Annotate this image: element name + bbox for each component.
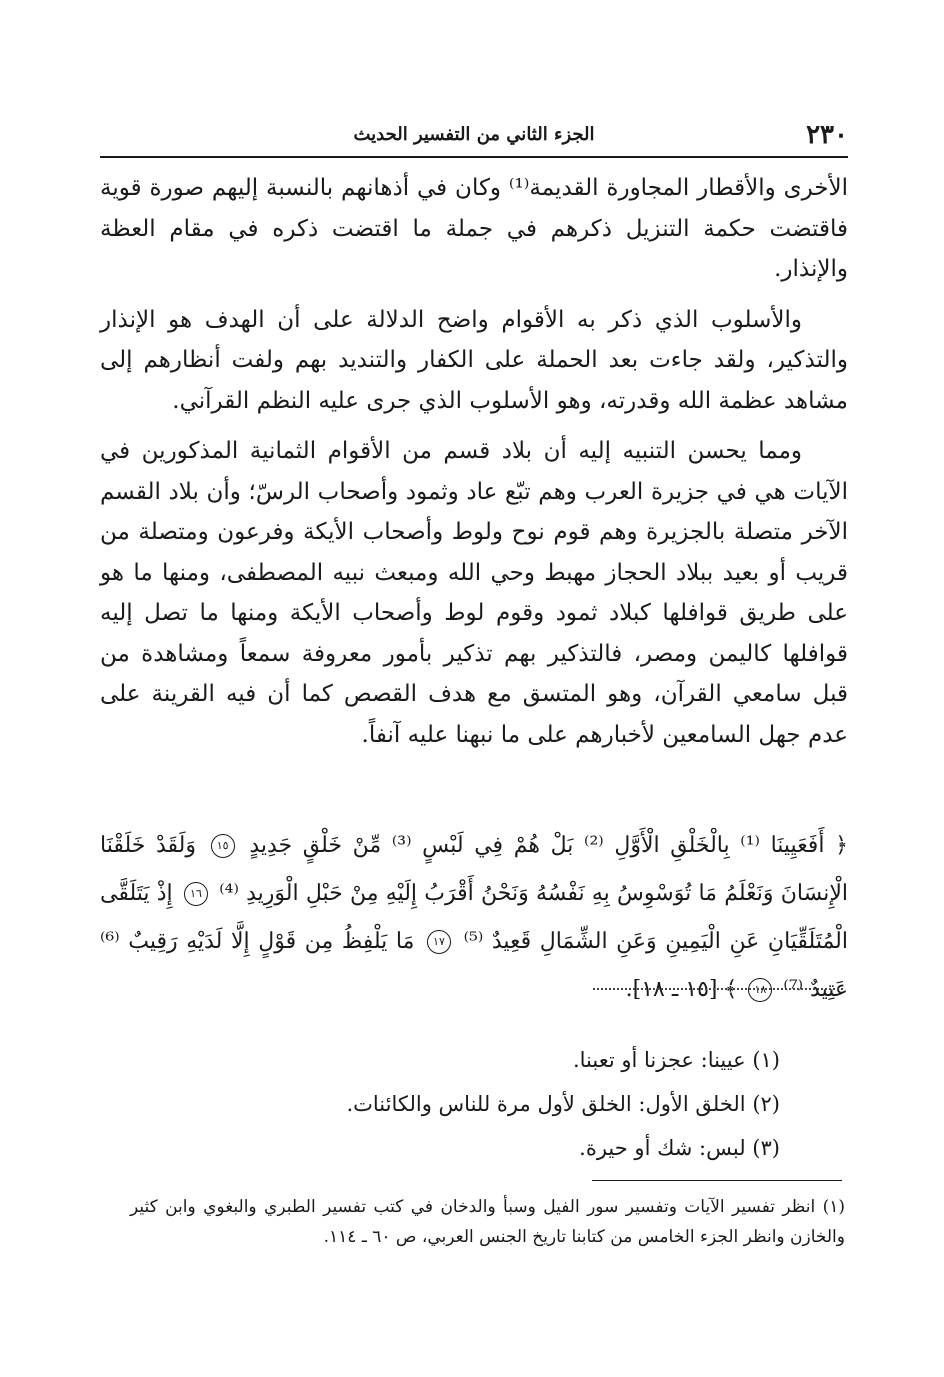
verse-end-mark-16: ١٦ [184,882,208,906]
dotted-separator [593,988,843,990]
ornate-bracket-close: ﴾ [724,977,738,1002]
page-header [100,118,848,154]
page-number: ٢٣٠ [806,120,848,150]
running-title: الجزء الثاني من التفسير الحديث [353,124,595,145]
footnote-rule [592,1180,842,1181]
glossary-item-1: (١) عيينا: عجزنا أو تعبنا. [572,1048,780,1072]
header-rule [100,156,848,158]
paragraph-3: ومما يحسن التنبيه إليه أن بلاد قسم من الأقوام الثمانية المذكورين في الآيات هي في جزيرة العرب وهم تبّع عاد وثمود وأصحاب الرسّ؛ وأن بلاد القسم الآخر متصلة بالجزيرة وهم قوم نوح ولوط وأصحاب الأيكة وفرعون ومتصلة من قريب أو بعيد ببلاد الحجاز مهبط وحي الله ومبعث نبيه المصطفى، ومنها ما هو على طريق قوافلها كبلاد ثمود وقوم لوط وأصحاب الأيكة ومنها ما تصل إليه قوافلها كاليمن ومصر، فالتذكير بهم تذكير بأمور معروفة سمعاً ومشاهدة من قبل سامعي القرآن، وهو المتسق مع هدف القصص كما أن فيه القرينة على عدم جهل السامعين لأخبارهم على ما نبهنا عليه آنفاً. [100,438,848,748]
verse-17-text: إِذْ يَتَلَقَّى الْمُتَلَقِّيَانِ عَنِ الْيَمِينِ وَعَنِ الشِّمَالِ قَعِيدٌ ⁽⁵⁾ [100,881,848,954]
verse-18-text: مَا يَلْفِظُ مِن قَوْلٍ إِلَّا لَدَيْهِ رَقِيبٌ ⁽⁶⁾ عَتِيدٌ ⁽⁷⁾ [100,929,848,1002]
ornate-bracket-open: ﴿ [835,833,848,858]
verse-15-text: أَفَعَيِينَا ⁽¹⁾ بِالْخَلْقِ الْأَوَّلِ ⁽²⁾ بَلْ هُمْ فِي لَبْسٍ ⁽³⁾ مِّنْ خَلْقٍ جَدِيدٍ [249,833,825,858]
word-glossary [150,1038,780,1170]
verse-end-mark-17: ١٧ [427,930,451,954]
quran-verses [100,822,848,1014]
glossary-item-3: (٣) لبس: شك أو حيرة. [579,1136,780,1160]
main-text [100,168,848,765]
paragraph-1: الأخرى والأقطار المجاورة القديمة⁽¹⁾ وكان في أذهانهم بالنسبة إليهم صورة قوية فاقتضت حكمة التنزيل ذكرهم في جملة ما اقتضت ذكره في مقام العظة والإنذار. [100,175,848,282]
verse-16-text: وَلَقَدْ خَلَقْنَا الْإِنسَانَ وَنَعْلَمُ مَا تُوَسْوِسُ بِهِ نَفْسُهُ وَنَحْنُ أَقْرَبُ إِلَيْهِ مِنْ حَبْلِ الْوَرِيدِ ⁽⁴⁾ [100,833,849,906]
glossary-item-2: (٢) الخلق الأول: الخلق لأول مرة للناس والكائنات. [346,1092,780,1116]
verse-end-mark-15: ١٥ [211,834,235,858]
footnote: (١) انظر تفسير الآيات وتفسير سور الفيل وسبأ والدخان في كتب تفسير الطبري والبغوي وابن كثير والخازن وانظر الجزء الخامس من كتابنا تاريخ الجنس العربي، ص ٦٠ ـ ١١٤. [130,1197,845,1247]
verse-end-mark-18: ١٨ [748,978,772,1002]
verse-reference: [١٥ ـ ١٨]. [625,977,718,1002]
paragraph-2: والأسلوب الذي ذكر به الأقوام واضح الدلالة على أن الهدف هو الإنذار والتذكير، ولقد جاءت بعد الحملة على الكفار والتنديد بهم ولفت أنظارهم إلى مشاهد عظمة الله وقدرته، وهو الأسلوب الذي جرى عليه النظم القرآني. [100,306,848,414]
